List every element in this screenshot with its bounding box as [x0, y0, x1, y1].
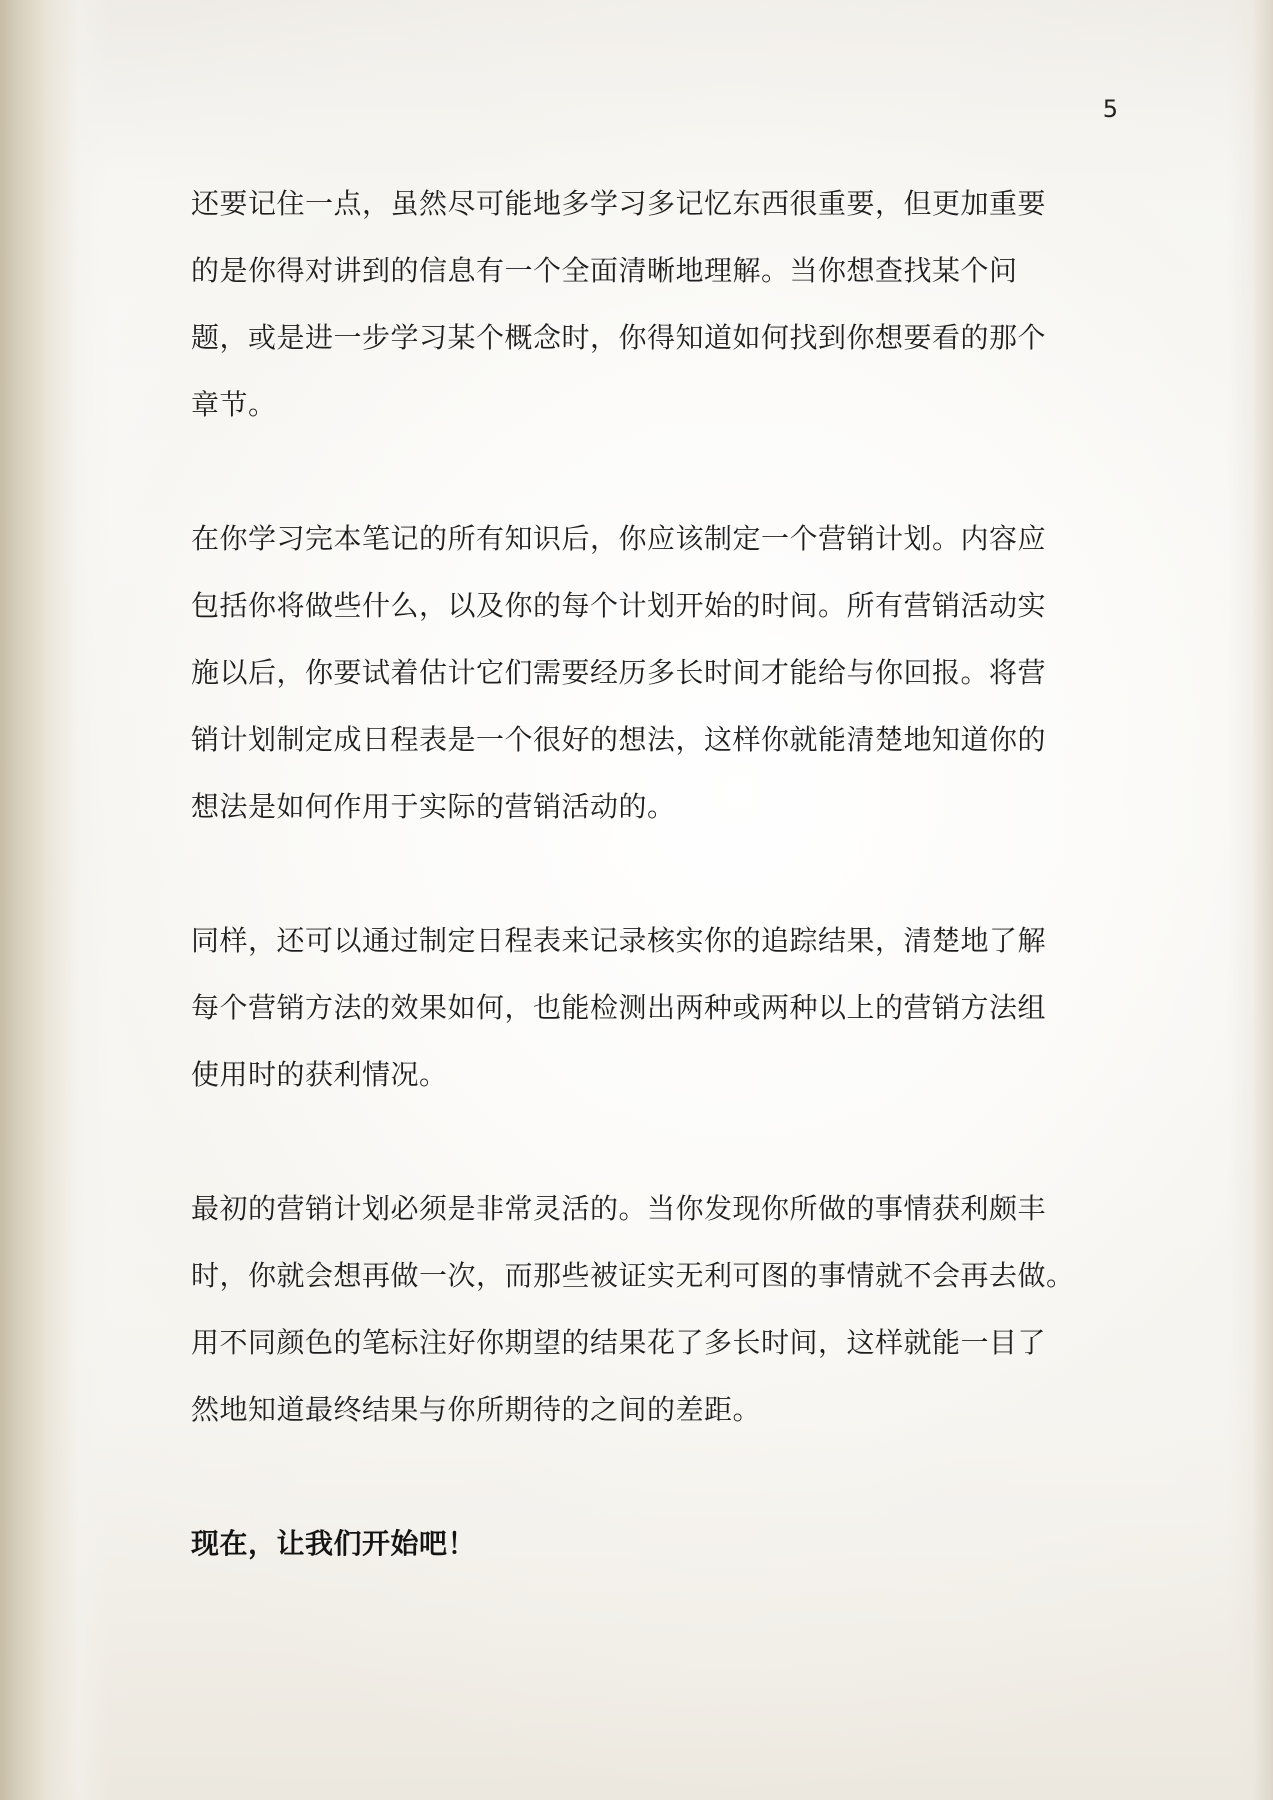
- paragraph-line: 施以后，你要试着估计它们需要经历多长时间才能给与你回报。将营: [191, 656, 1047, 689]
- paragraph-line: 同样，还可以通过制定日程表来记录核实你的追踪结果，清楚地了解: [191, 924, 1047, 957]
- paragraph-line: 章节。: [191, 388, 277, 421]
- paragraph-line: 想法是如何作用于实际的营销活动的。: [191, 790, 676, 823]
- paragraph-line: 销计划制定成日程表是一个很好的想法，这样你就能清楚地知道你的: [191, 723, 1047, 756]
- paragraph-line: 时，你就会想再做一次，而那些被证实无利可图的事情就不会再去做。: [191, 1259, 1075, 1292]
- paragraph-line: 在你学习完本笔记的所有知识后，你应该制定一个营销计划。内容应: [191, 522, 1047, 555]
- paragraph-3: [191, 907, 1081, 1108]
- paragraph-line: 最初的营销计划必须是非常灵活的。当你发现你所做的事情获利颇丰: [191, 1192, 1047, 1225]
- page-right-shadow: [1227, 0, 1273, 1800]
- page-left-shadow: [0, 0, 110, 1800]
- paragraph-line: 还要记住一点，虽然尽可能地多学习多记忆东西很重要，但更加重要: [191, 187, 1047, 220]
- paragraph-line: 的是你得对讲到的信息有一个全面清晰地理解。当你想查找某个问: [191, 254, 1018, 287]
- paragraph-1: [191, 170, 1081, 438]
- page-content: [191, 170, 1081, 1577]
- closing-heading: 现在，让我们开始吧！: [191, 1527, 477, 1560]
- paragraph-line: 使用时的获利情况。: [191, 1058, 448, 1091]
- paragraph-line: 包括你将做些什么，以及你的每个计划开始的时间。所有营销活动实: [191, 589, 1047, 622]
- paragraph-4: [191, 1175, 1081, 1443]
- paragraph-2: [191, 505, 1081, 840]
- paragraph-line: 用不同颜色的笔标注好你期望的结果花了多长时间，这样就能一目了: [191, 1326, 1047, 1359]
- paragraph-line: 然地知道最终结果与你所期待的之间的差距。: [191, 1393, 762, 1426]
- paragraph-line: 每个营销方法的效果如何，也能检测出两种或两种以上的营销方法组: [191, 991, 1047, 1024]
- paragraph-line: 题，或是进一步学习某个概念时，你得知道如何找到你想要看的那个: [191, 321, 1047, 354]
- page-number: 5: [1102, 95, 1118, 123]
